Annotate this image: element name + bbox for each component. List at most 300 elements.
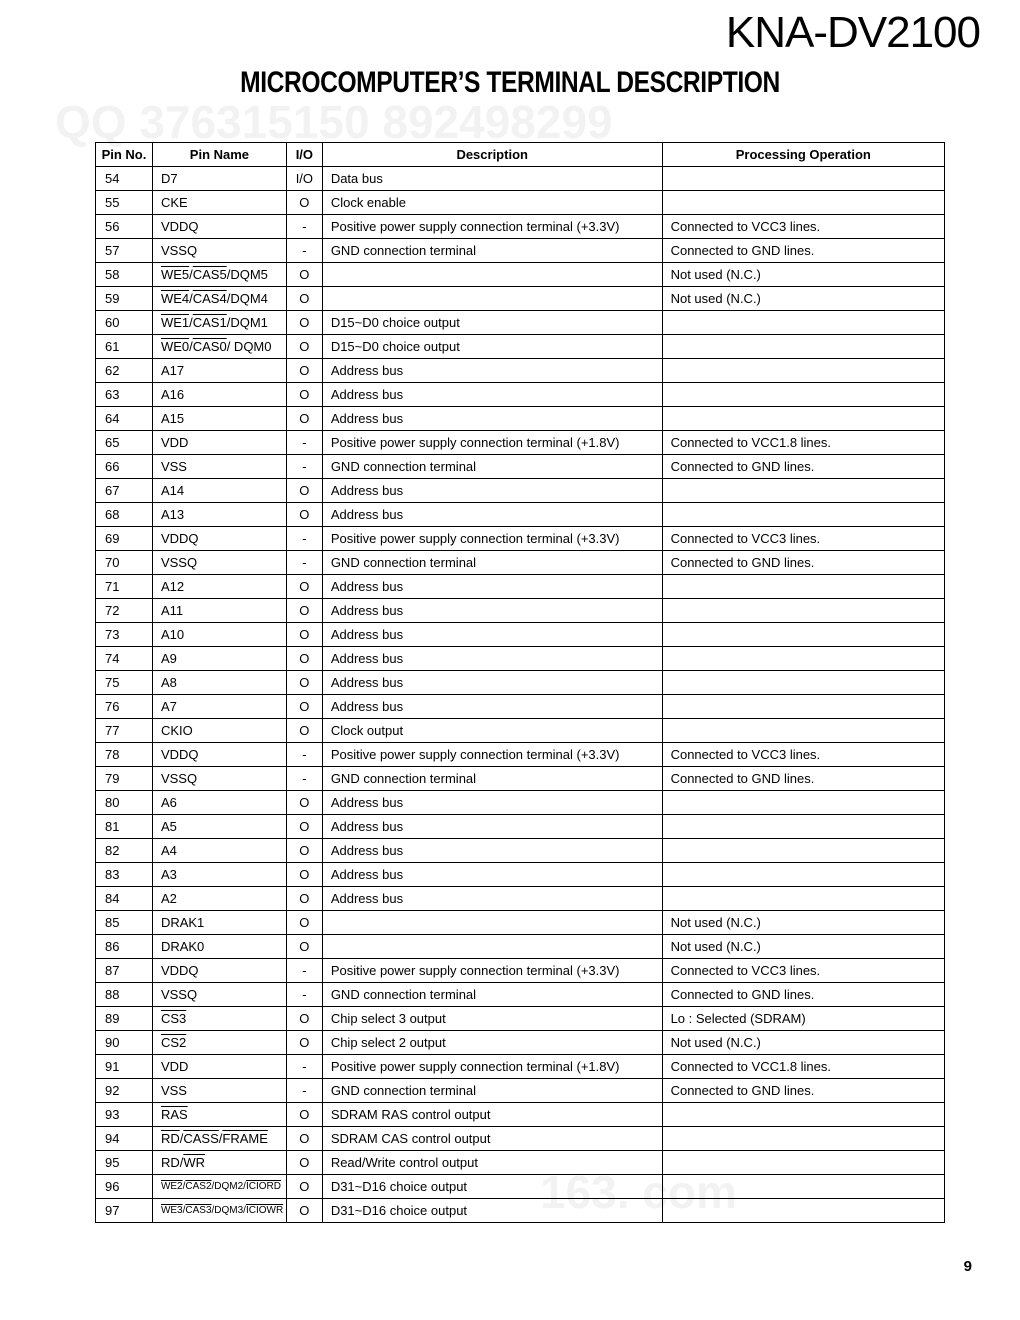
io-cell: O xyxy=(286,623,322,647)
pin-name-cell xyxy=(152,1151,286,1175)
pin-name-segment-active-low: WE1 xyxy=(160,315,190,330)
pin-name-segment: A16 xyxy=(160,387,185,402)
io-cell: O xyxy=(286,791,322,815)
pin-name-segment: /DQM2/ xyxy=(211,1181,246,1192)
description-cell xyxy=(322,911,662,935)
description-cell: Address bus xyxy=(322,887,662,911)
io-cell: O xyxy=(286,599,322,623)
processing-operation-cell: Connected to VCC3 lines. xyxy=(662,743,944,767)
processing-operation-cell: Connected to GND lines. xyxy=(662,455,944,479)
io-cell: O xyxy=(286,263,322,287)
io-cell: O xyxy=(286,671,322,695)
table-row xyxy=(96,479,945,503)
pin-name-segment-active-low: CAS0 xyxy=(192,339,227,354)
pin-name-cell xyxy=(152,983,286,1007)
processing-operation-cell: Connected to GND lines. xyxy=(662,767,944,791)
description-cell: D31~D16 choice output xyxy=(322,1199,662,1223)
pin-number-cell: 96 xyxy=(96,1175,153,1199)
pin-number-cell: 91 xyxy=(96,1055,153,1079)
pin-name-segment-active-low: CAS2 xyxy=(185,1181,212,1192)
pin-number-cell: 84 xyxy=(96,887,153,911)
table-row xyxy=(96,695,945,719)
io-cell: O xyxy=(286,1103,322,1127)
table-row xyxy=(96,671,945,695)
processing-operation-cell xyxy=(662,1127,944,1151)
pin-name-segment: A10 xyxy=(160,627,185,642)
pin-number-cell: 69 xyxy=(96,527,153,551)
pin-name-cell xyxy=(152,1103,286,1127)
processing-operation-cell: Connected to GND lines. xyxy=(662,983,944,1007)
pin-number-cell: 89 xyxy=(96,1007,153,1031)
description-cell: Chip select 2 output xyxy=(322,1031,662,1055)
processing-operation-cell xyxy=(662,1151,944,1175)
pin-name-segment: A3 xyxy=(160,867,177,882)
pin-name-segment: / xyxy=(182,1181,186,1192)
pin-number-cell: 90 xyxy=(96,1031,153,1055)
table-header-row xyxy=(96,143,945,167)
pin-name-segment: VDD xyxy=(160,435,189,450)
column-header: I/O xyxy=(286,143,322,167)
table-row xyxy=(96,287,945,311)
pin-number-cell: 68 xyxy=(96,503,153,527)
processing-operation-cell xyxy=(662,623,944,647)
pin-name-segment: A8 xyxy=(160,675,177,690)
pin-name-cell xyxy=(152,671,286,695)
pin-number-cell: 79 xyxy=(96,767,153,791)
pin-name-segment: A5 xyxy=(160,819,177,834)
table-row xyxy=(96,575,945,599)
io-cell: O xyxy=(286,407,322,431)
column-header: Processing Operation xyxy=(662,143,944,167)
io-cell: I/O xyxy=(286,167,322,191)
pin-number-cell: 94 xyxy=(96,1127,153,1151)
description-cell: Address bus xyxy=(322,863,662,887)
table-row xyxy=(96,527,945,551)
table-row xyxy=(96,431,945,455)
pin-name-segment: / xyxy=(189,339,193,354)
pin-name-cell xyxy=(152,335,286,359)
table-row xyxy=(96,791,945,815)
description-cell: SDRAM RAS control output xyxy=(322,1103,662,1127)
description-cell: Address bus xyxy=(322,791,662,815)
pin-name-cell xyxy=(152,527,286,551)
table-row xyxy=(96,407,945,431)
column-header: Pin Name xyxy=(152,143,286,167)
pin-name-segment-active-low: $\overline{RD}$ xyxy=(160,1131,180,1146)
table-row xyxy=(96,1031,945,1055)
pin-name-segment: CKIO xyxy=(160,723,193,738)
pin-name-cell xyxy=(152,935,286,959)
table-row xyxy=(96,263,945,287)
io-cell: O xyxy=(286,335,322,359)
description-cell: Address bus xyxy=(322,479,662,503)
io-cell: - xyxy=(286,527,322,551)
pin-number-cell: 58 xyxy=(96,263,153,287)
description-cell: Positive power supply connection terminal (+3.3V) xyxy=(322,527,662,551)
pin-name-cell xyxy=(152,503,286,527)
pin-name-cell xyxy=(152,479,286,503)
column-header: Pin No. xyxy=(96,143,153,167)
pin-name-segment-active-low: CAS5 xyxy=(192,267,227,282)
description-cell: Address bus xyxy=(322,407,662,431)
io-cell: O xyxy=(286,311,322,335)
pin-name-segment-active-low: CAS1 xyxy=(192,315,227,330)
pin-name-cell xyxy=(152,911,286,935)
pin-name-cell xyxy=(152,263,286,287)
pin-name-segment-active-low: CAS4 xyxy=(192,291,227,306)
processing-operation-cell: Connected to GND lines. xyxy=(662,1079,944,1103)
description-cell: Address bus xyxy=(322,599,662,623)
pin-name-segment: RD/ xyxy=(160,1155,184,1170)
io-cell: O xyxy=(286,575,322,599)
pin-name-cell xyxy=(152,791,286,815)
description-cell: GND connection terminal xyxy=(322,239,662,263)
pin-name-segment: /DQM1 xyxy=(226,315,268,330)
table-row xyxy=(96,647,945,671)
io-cell: - xyxy=(286,551,322,575)
pin-name-segment: VDDQ xyxy=(160,219,199,234)
pin-number-cell: 56 xyxy=(96,215,153,239)
pin-name-segment: VSSQ xyxy=(160,555,198,570)
io-cell: O xyxy=(286,359,322,383)
description-cell: SDRAM CAS control output xyxy=(322,1127,662,1151)
pin-name-segment-active-low: ICIORD xyxy=(245,1181,281,1192)
table-row xyxy=(96,215,945,239)
pin-number-cell: 70 xyxy=(96,551,153,575)
pin-number-cell: 82 xyxy=(96,839,153,863)
pin-name-segment: A11 xyxy=(160,603,184,618)
description-cell: Address bus xyxy=(322,575,662,599)
description-cell: D15~D0 choice output xyxy=(322,311,662,335)
description-cell: Chip select 3 output xyxy=(322,1007,662,1031)
processing-operation-cell: Not used (N.C.) xyxy=(662,1031,944,1055)
pin-name-segment-active-low: CS2 xyxy=(160,1035,187,1050)
pin-name-cell xyxy=(152,887,286,911)
table-row xyxy=(96,815,945,839)
pin-name-segment-active-low: $\overline{RAS}$ xyxy=(160,1107,188,1122)
io-cell: O xyxy=(286,383,322,407)
pin-name-segment: VSSQ xyxy=(160,243,198,258)
description-cell: Clock enable xyxy=(322,191,662,215)
processing-operation-cell: Not used (N.C.) xyxy=(662,935,944,959)
page-number: 9 xyxy=(963,1258,972,1275)
pin-number-cell: 66 xyxy=(96,455,153,479)
pin-name-cell xyxy=(152,1031,286,1055)
table-row xyxy=(96,983,945,1007)
pin-number-cell: 85 xyxy=(96,911,153,935)
pin-number-cell: 74 xyxy=(96,647,153,671)
processing-operation-cell xyxy=(662,671,944,695)
pin-name-cell xyxy=(152,839,286,863)
page-title: MICROCOMPUTER’S TERMINAL DESCRIPTION xyxy=(240,66,780,99)
processing-operation-cell: Connected to VCC3 lines. xyxy=(662,959,944,983)
pin-number-cell: 71 xyxy=(96,575,153,599)
pin-name-segment: VDDQ xyxy=(160,747,199,762)
io-cell: O xyxy=(286,863,322,887)
pin-name-cell xyxy=(152,575,286,599)
processing-operation-cell: Connected to VCC1.8 lines. xyxy=(662,1055,944,1079)
table-row xyxy=(96,1127,945,1151)
pin-number-cell: 65 xyxy=(96,431,153,455)
processing-operation-cell xyxy=(662,1175,944,1199)
table-row xyxy=(96,1007,945,1031)
description-cell: Address bus xyxy=(322,383,662,407)
pin-name-segment-active-low: WE2 xyxy=(160,1181,183,1192)
processing-operation-cell xyxy=(662,407,944,431)
pin-number-cell: 57 xyxy=(96,239,153,263)
pin-name-segment: / xyxy=(189,267,193,282)
pin-name-segment: A7 xyxy=(160,699,177,714)
table-row xyxy=(96,383,945,407)
pin-name-cell xyxy=(152,1127,286,1151)
table-row xyxy=(96,599,945,623)
table-row xyxy=(96,1151,945,1175)
io-cell: O xyxy=(286,1031,322,1055)
pin-number-cell: 73 xyxy=(96,623,153,647)
description-cell: D31~D16 choice output xyxy=(322,1175,662,1199)
pin-name-cell xyxy=(152,455,286,479)
io-cell: - xyxy=(286,983,322,1007)
pin-number-cell: 62 xyxy=(96,359,153,383)
description-cell: Positive power supply connection terminal (+1.8V) xyxy=(322,431,662,455)
pin-name-segment-active-low: FRAME xyxy=(222,1131,268,1146)
table-row xyxy=(96,1055,945,1079)
pin-number-cell: 63 xyxy=(96,383,153,407)
table-row xyxy=(96,935,945,959)
pin-number-cell: 83 xyxy=(96,863,153,887)
processing-operation-cell xyxy=(662,191,944,215)
pin-number-cell: 87 xyxy=(96,959,153,983)
pin-number-cell: 92 xyxy=(96,1079,153,1103)
processing-operation-cell xyxy=(662,599,944,623)
pin-name-segment: DRAK0 xyxy=(160,939,205,954)
pin-name-cell xyxy=(152,167,286,191)
description-cell: GND connection terminal xyxy=(322,767,662,791)
io-cell: - xyxy=(286,215,322,239)
pin-name-segment: A15 xyxy=(160,411,185,426)
pin-name-cell xyxy=(152,551,286,575)
table-row xyxy=(96,839,945,863)
pin-name-cell xyxy=(152,695,286,719)
processing-operation-cell xyxy=(662,503,944,527)
pin-name-segment-active-low: CASS xyxy=(183,1131,219,1146)
description-cell: Address bus xyxy=(322,647,662,671)
pin-name-cell xyxy=(152,359,286,383)
pin-number-cell: 54 xyxy=(96,167,153,191)
pin-name-segment: /DQM4 xyxy=(226,291,268,306)
processing-operation-cell xyxy=(662,335,944,359)
table-row xyxy=(96,311,945,335)
processing-operation-cell xyxy=(662,863,944,887)
pin-name-segment: CKE xyxy=(160,195,188,210)
pin-name-cell xyxy=(152,767,286,791)
description-cell: Clock output xyxy=(322,719,662,743)
pin-name-segment: A12 xyxy=(160,579,185,594)
io-cell: O xyxy=(286,287,322,311)
pin-name-segment: A13 xyxy=(160,507,185,522)
description-cell: Positive power supply connection terminal (+3.3V) xyxy=(322,959,662,983)
pin-name-cell xyxy=(152,719,286,743)
processing-operation-cell xyxy=(662,575,944,599)
pin-name-segment: VDDQ xyxy=(160,531,199,546)
processing-operation-cell xyxy=(662,887,944,911)
table-row xyxy=(96,191,945,215)
pin-name-segment-active-low: WE0 xyxy=(160,339,190,354)
processing-operation-cell: Connected to VCC3 lines. xyxy=(662,215,944,239)
pin-number-cell: 81 xyxy=(96,815,153,839)
description-cell: GND connection terminal xyxy=(322,983,662,1007)
description-cell xyxy=(322,935,662,959)
table-row xyxy=(96,767,945,791)
processing-operation-cell xyxy=(662,815,944,839)
processing-operation-cell: Connected to GND lines. xyxy=(662,551,944,575)
pin-name-cell xyxy=(152,647,286,671)
io-cell: - xyxy=(286,1079,322,1103)
pin-name-segment: A14 xyxy=(160,483,185,498)
pin-number-cell: 77 xyxy=(96,719,153,743)
pin-number-cell: 72 xyxy=(96,599,153,623)
pin-number-cell: 80 xyxy=(96,791,153,815)
processing-operation-cell: Connected to GND lines. xyxy=(662,239,944,263)
processing-operation-cell xyxy=(662,647,944,671)
processing-operation-cell xyxy=(662,695,944,719)
io-cell: O xyxy=(286,1199,322,1223)
processing-operation-cell: Connected to VCC1.8 lines. xyxy=(662,431,944,455)
processing-operation-cell xyxy=(662,839,944,863)
pin-number-cell: 76 xyxy=(96,695,153,719)
description-cell: GND connection terminal xyxy=(322,455,662,479)
io-cell: O xyxy=(286,887,322,911)
pin-name-cell xyxy=(152,1007,286,1031)
pin-name-cell xyxy=(152,431,286,455)
pin-name-segment-active-low: CAS3 xyxy=(185,1205,212,1216)
io-cell: - xyxy=(286,431,322,455)
io-cell: O xyxy=(286,1175,322,1199)
table-row xyxy=(96,1079,945,1103)
pin-number-cell: 95 xyxy=(96,1151,153,1175)
pin-name-segment: / xyxy=(179,1131,184,1146)
pin-name-segment: / xyxy=(189,315,193,330)
description-cell: Address bus xyxy=(322,623,662,647)
pin-name-segment: VSSQ xyxy=(160,987,198,1002)
table-row xyxy=(96,551,945,575)
pin-name-cell xyxy=(152,1199,286,1223)
io-cell: O xyxy=(286,839,322,863)
pin-name-cell xyxy=(152,623,286,647)
io-cell: O xyxy=(286,1007,322,1031)
pin-name-segment: A4 xyxy=(160,843,177,858)
pin-name-cell xyxy=(152,287,286,311)
pin-number-cell: 75 xyxy=(96,671,153,695)
processing-operation-cell: Connected to VCC3 lines. xyxy=(662,527,944,551)
description-cell: D15~D0 choice output xyxy=(322,335,662,359)
io-cell: O xyxy=(286,479,322,503)
pin-number-cell: 86 xyxy=(96,935,153,959)
pin-name-segment-active-low: CS3 xyxy=(160,1011,187,1026)
pin-name-segment-active-low: $\overline{WR}$ xyxy=(183,1155,205,1170)
pin-name-cell xyxy=(152,599,286,623)
table-row xyxy=(96,887,945,911)
pin-number-cell: 61 xyxy=(96,335,153,359)
processing-operation-cell xyxy=(662,1199,944,1223)
io-cell: - xyxy=(286,1055,322,1079)
table-row xyxy=(96,1199,945,1223)
pin-name-segment: A17 xyxy=(160,363,185,378)
table-row xyxy=(96,503,945,527)
pin-name-cell xyxy=(152,1175,286,1199)
io-cell: O xyxy=(286,695,322,719)
io-cell: - xyxy=(286,455,322,479)
io-cell: O xyxy=(286,911,322,935)
pin-name-cell xyxy=(152,743,286,767)
pin-name-segment: A2 xyxy=(160,891,177,906)
processing-operation-cell xyxy=(662,383,944,407)
processing-operation-cell xyxy=(662,719,944,743)
watermark-line2: 163. com xyxy=(540,1166,737,1218)
pin-name-cell xyxy=(152,383,286,407)
io-cell: O xyxy=(286,647,322,671)
description-cell: Positive power supply connection terminal (+1.8V) xyxy=(322,1055,662,1079)
pin-name-segment: / DQM0 xyxy=(226,339,272,354)
pin-name-segment-active-low: WE4 xyxy=(160,291,190,306)
io-cell: - xyxy=(286,239,322,263)
pin-number-cell: 67 xyxy=(96,479,153,503)
pin-name-segment-active-low: WE5 xyxy=(160,267,190,282)
pin-name-segment: VSSQ xyxy=(160,771,198,786)
pin-name-segment: / xyxy=(218,1131,223,1146)
pin-name-segment: / xyxy=(189,291,193,306)
pin-name-segment: VSS xyxy=(160,1083,187,1098)
processing-operation-cell: Not used (N.C.) xyxy=(662,287,944,311)
table-row xyxy=(96,959,945,983)
table-row xyxy=(96,167,945,191)
processing-operation-cell: Not used (N.C.) xyxy=(662,911,944,935)
pin-name-segment: /DQM5 xyxy=(226,267,268,282)
table-row xyxy=(96,743,945,767)
processing-operation-cell xyxy=(662,359,944,383)
table-row xyxy=(96,359,945,383)
table-row xyxy=(96,719,945,743)
pin-name-segment-active-low: WE3 xyxy=(160,1205,183,1216)
pin-name-segment: A6 xyxy=(160,795,177,810)
processing-operation-cell xyxy=(662,791,944,815)
table-row xyxy=(96,911,945,935)
pin-name-cell xyxy=(152,815,286,839)
description-cell: Address bus xyxy=(322,359,662,383)
pin-number-cell: 93 xyxy=(96,1103,153,1127)
pin-number-cell: 64 xyxy=(96,407,153,431)
pin-name-segment: DRAK1 xyxy=(160,915,205,930)
pin-number-cell: 97 xyxy=(96,1199,153,1223)
pin-name-segment: A9 xyxy=(160,651,177,666)
pin-name-segment: / xyxy=(182,1205,186,1216)
processing-operation-cell: Not used (N.C.) xyxy=(662,263,944,287)
description-cell: Positive power supply connection terminal (+3.3V) xyxy=(322,215,662,239)
io-cell: - xyxy=(286,767,322,791)
table-body xyxy=(96,167,945,1223)
terminal-table xyxy=(95,142,945,1223)
pin-name-segment: /DQM3/ xyxy=(211,1205,246,1216)
io-cell: O xyxy=(286,719,322,743)
pin-number-cell: 55 xyxy=(96,191,153,215)
description-cell: GND connection terminal xyxy=(322,1079,662,1103)
description-cell xyxy=(322,287,662,311)
io-cell: - xyxy=(286,743,322,767)
io-cell: O xyxy=(286,815,322,839)
description-cell: Data bus xyxy=(322,167,662,191)
pin-name-cell xyxy=(152,407,286,431)
table-row xyxy=(96,623,945,647)
